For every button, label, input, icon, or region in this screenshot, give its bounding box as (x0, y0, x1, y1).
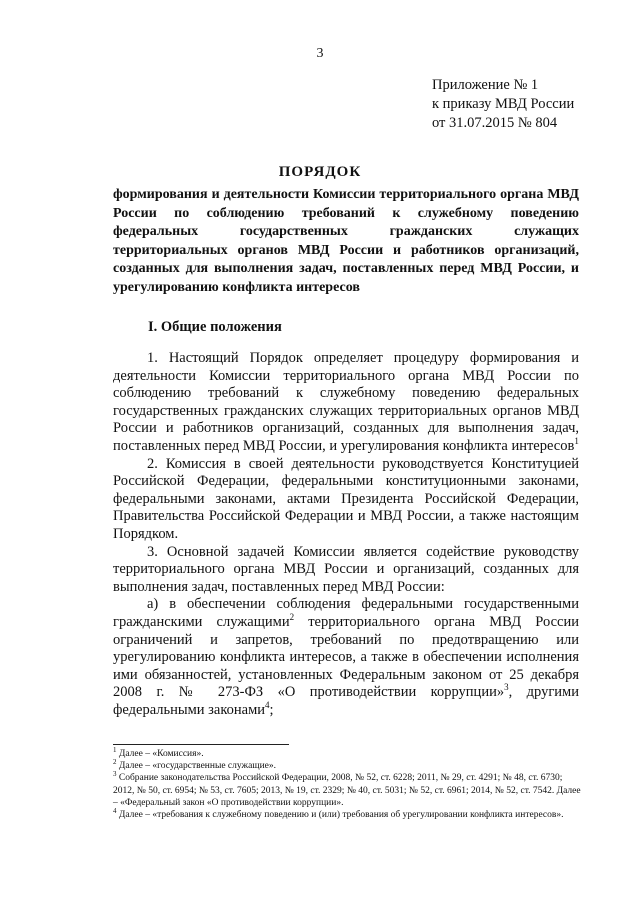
footnote-ref-1: 1 (574, 436, 579, 447)
footnote-ref-4: 4 (265, 700, 270, 711)
page-number: 3 (316, 46, 324, 61)
appendix-line-3: от 31.07.2015 № 804 (432, 115, 558, 131)
footnote-divider (113, 744, 289, 745)
paragraph-3a-text-a: а) в обеспечении соблюдения федеральными государственными гражданскими служащими (113, 596, 579, 630)
footnote-ref-2: 2 (289, 612, 295, 623)
footnote-3-text: Собрание законодательства Российской Федерации, 2008, № 52, ст. 6228; 2011, № 29, ст. 4291; № 48, ст. 6730; 2012, № 50, ст. 6954; № 53, ст. 7605; 2013, № 19, ст. 2329; № 40, ст. 5031; № 52, ст. 6961; 2014, № 52, ст. 7542. Далее – «Федеральный закон «О противодействии коррупции». (113, 773, 581, 808)
paragraph-3a-text-b: территориального органа МВД России ограничений и запретов, требований по предотвращению или урегулированию конфликта интересов, а также в обеспечении исполнения ими обязанностей, установленных Федеральным законом от 25 декабря 2008 г. № 273-ФЗ «О противодействии коррупции» (113, 613, 579, 701)
paragraph-3a-text-c: , другими федеральными законами (113, 684, 579, 718)
footnotes (113, 745, 583, 821)
appendix-line-2: к приказу МВД России (432, 96, 575, 112)
appendix-header (432, 76, 574, 133)
paragraph-1 (113, 350, 579, 456)
footnote-2-number: 2 (113, 758, 117, 767)
footnote-2 (113, 760, 583, 772)
document-subtitle: формирования и деятельности Комиссии территориального органа МВД России по соблюдению требований к служебному поведению федеральных государственных гражданских служащих территориальных органов МВД России и работников организаций, созданных для выполнения задач, поставленных перед МВД России, и урегулированию конфликта интересов (113, 187, 579, 295)
paragraph-1-text: 1. Настоящий Порядок определяет процедуру формирования и деятельности Комиссии территориального органа МВД России по соблюдению требований к служебному поведению федеральных государственных гражданских служащих территориальных органов МВД России и работников организаций, созданных для выполнения задач, поставленных перед МВД России, и урегулирования конфликта интересов (113, 350, 579, 454)
paragraph-3: 3. Основной задачей Комиссии является содействие руководству территориального органа МВД России и организаций, созданных для выполнения задач, поставленных перед МВД России: (113, 543, 579, 595)
document-title: ПОРЯДОК (278, 164, 362, 180)
footnote-ref-3: 3 (504, 682, 509, 693)
footnote-4 (113, 806, 583, 821)
footnote-1-number: 1 (113, 745, 117, 754)
appendix-line-1: Приложение № 1 (432, 77, 539, 93)
footnote-1-text: Далее – «Комиссия». (116, 749, 204, 759)
footnote-2-text: Далее – «государственные служащие». (116, 761, 277, 772)
footnote-3-number: 3 (113, 770, 117, 779)
footnote-4-number: 4 (113, 806, 117, 815)
footnote-3 (113, 772, 583, 809)
footnote-4-text: Далее – «требования к служебному поведению и (или) требования об урегулировании конфликта интересов». (116, 810, 564, 821)
document-body (113, 350, 579, 719)
section-heading: I. Общие положения (148, 319, 282, 335)
paragraph-3a (113, 596, 579, 719)
footnote-1 (113, 745, 583, 760)
paragraph-2: 2. Комиссия в своей деятельности руководствуется Конституцией Российской Федерации, федеральными конституционными законами, федеральными законами, актами Президента Российской Федерации, Правительства Российской Федерации и МВД России, а также настоящим Порядком. (113, 455, 579, 542)
paragraph-3a-text-d: ; (269, 701, 274, 718)
